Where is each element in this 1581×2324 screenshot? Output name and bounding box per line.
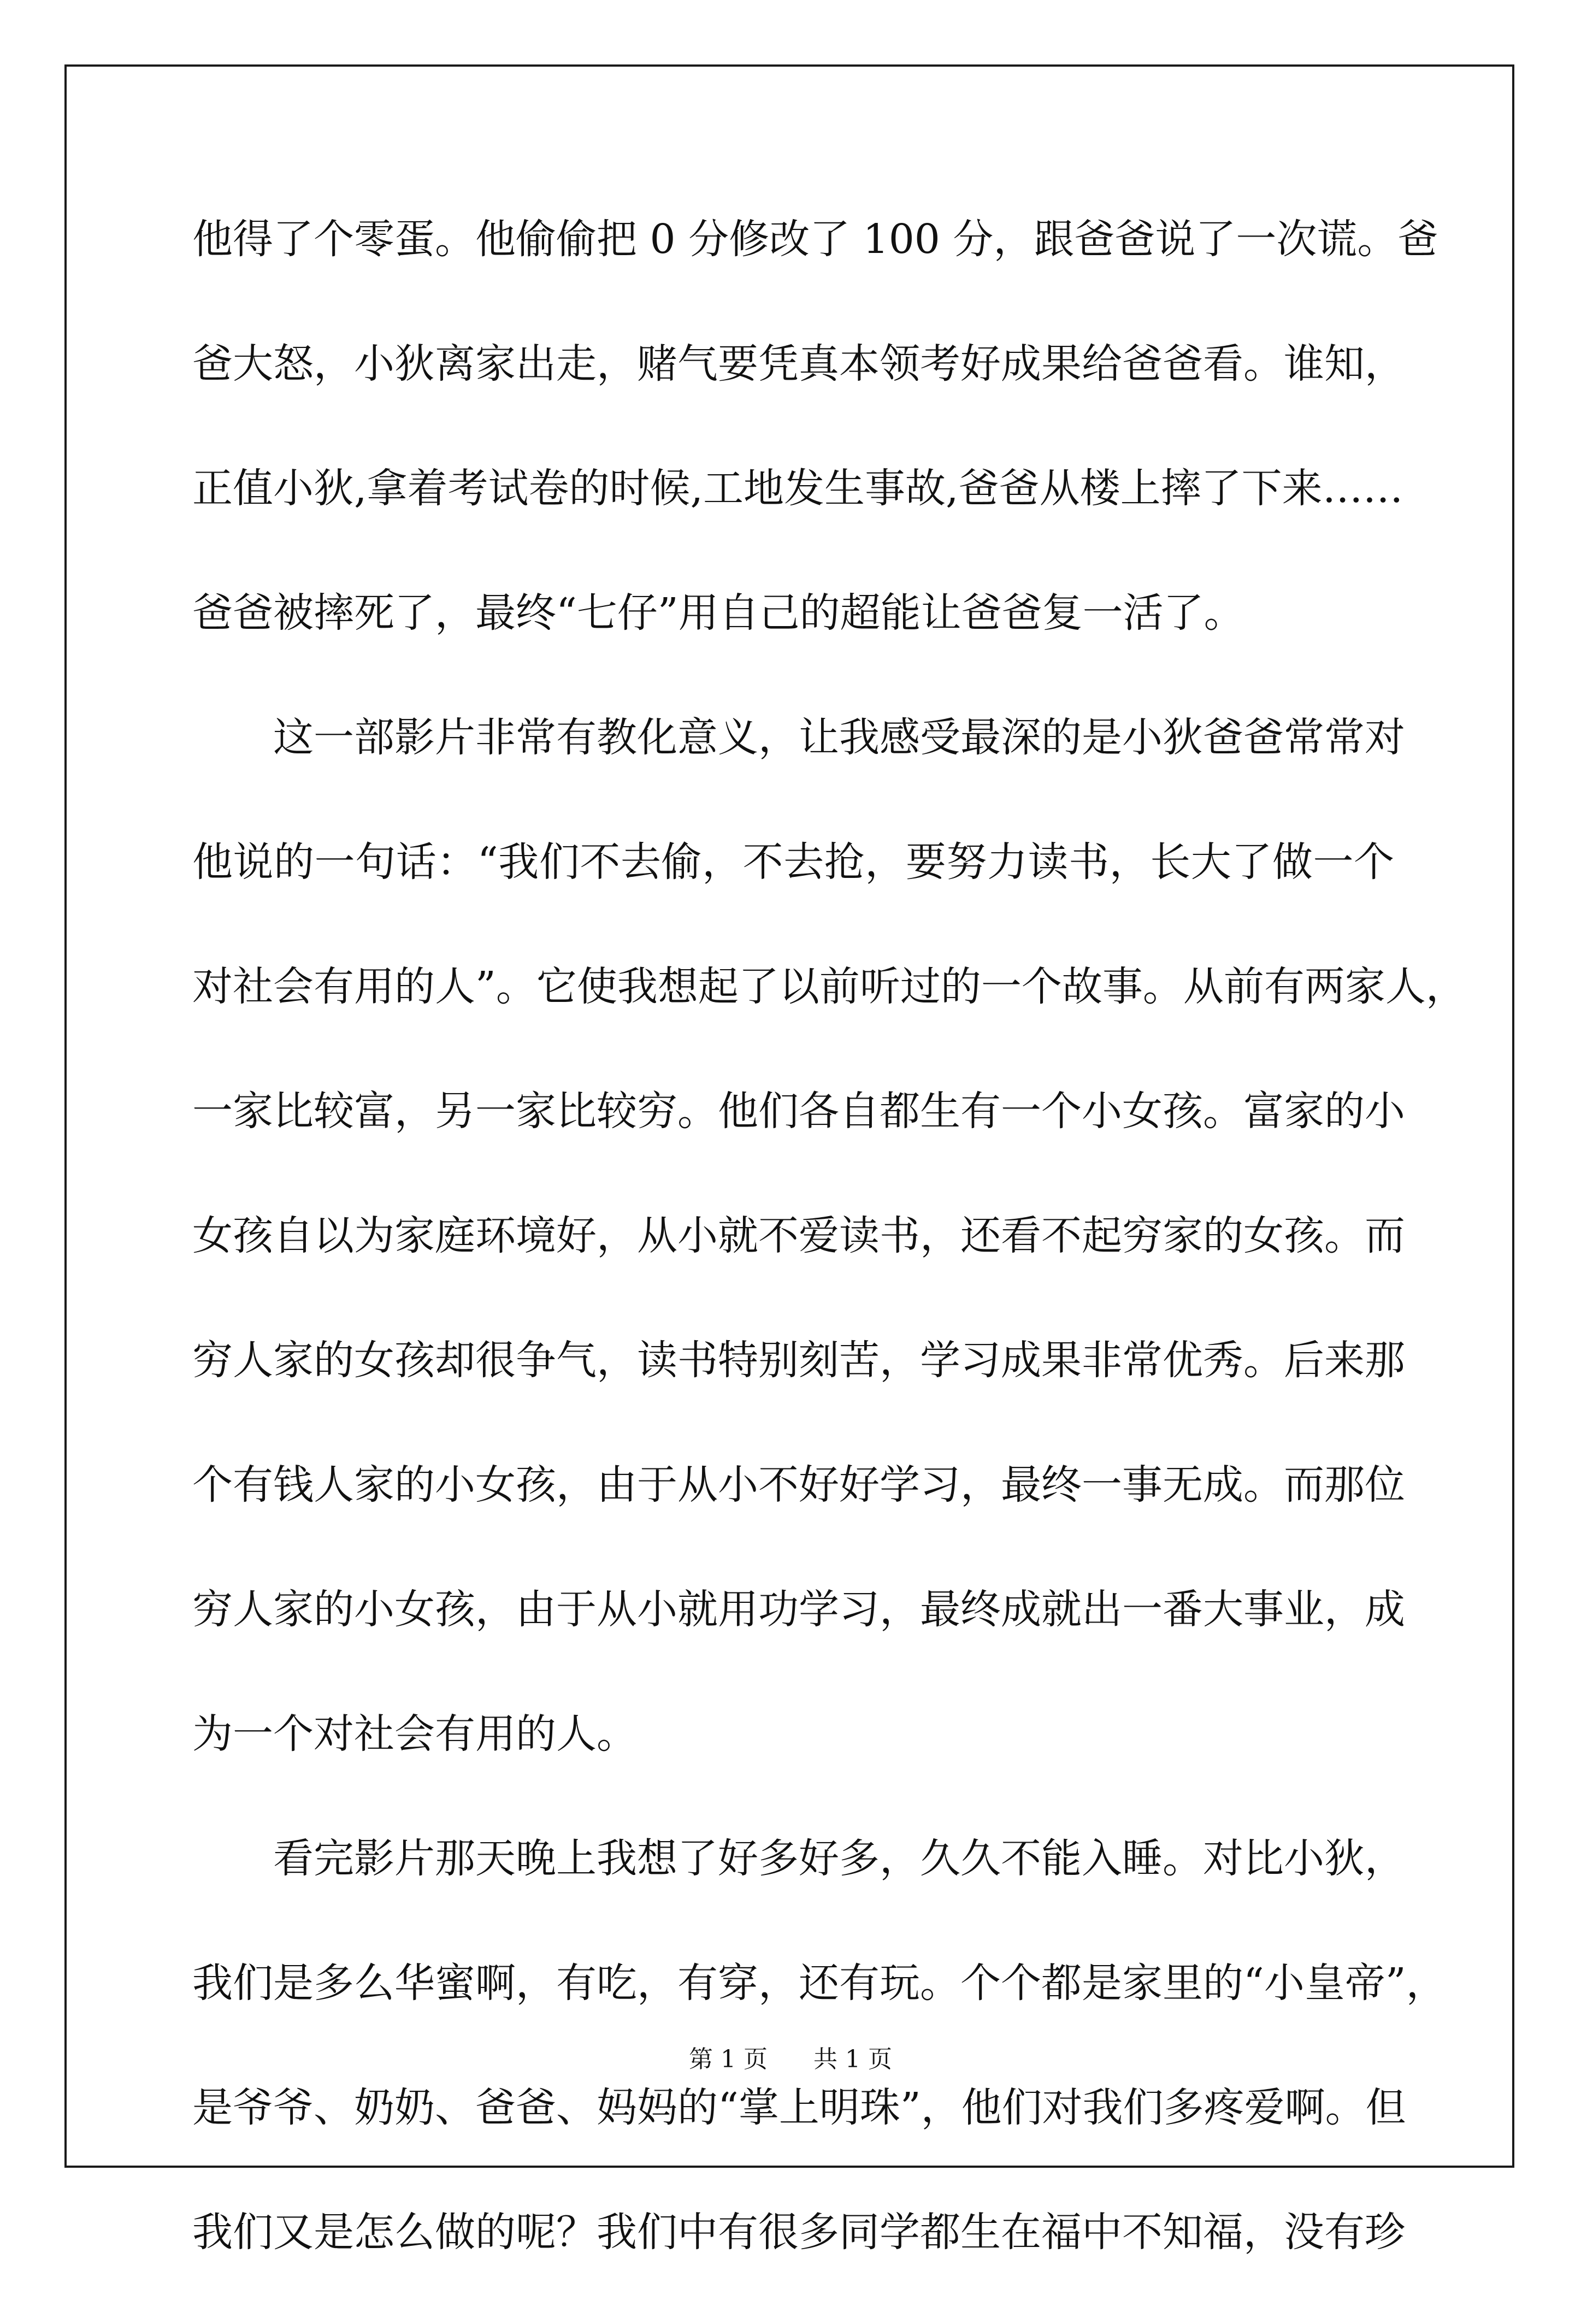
text-line: 他说的一句话：“我们不去偷，不去抢，要努力读书，长大了做一个 bbox=[192, 839, 1394, 886]
text-line: 女孩自以为家庭环境好，从小就不爱读书，还看不起穷家的女孩。而 bbox=[192, 1212, 1405, 1259]
text-line: 一家比较富，另一家比较穷。他们各自都生有一个小女孩。富家的小 bbox=[192, 1088, 1405, 1135]
page-footer bbox=[0, 2043, 1581, 2076]
text-line: 个有钱人家的小女孩，由于从小不好好学习，最终一事无成。而那位 bbox=[192, 1461, 1405, 1508]
text-line: 正值小狄,拿着考试卷的时候,工地发生事故,爸爸从楼上摔了下来…… bbox=[192, 465, 1403, 512]
paragraph-start-line: 这一部影片非常有教化意义，让我感受最深的是小狄爸爸常常对 bbox=[273, 714, 1405, 761]
document-body bbox=[192, 207, 1466, 2324]
text-line: 为一个对社会有用的人。 bbox=[192, 1710, 637, 1757]
text-line: 对社会有用的人”。它使我想起了以前听过的一个故事。从前有两家人， bbox=[192, 963, 1466, 1010]
text-line: 爸大怒，小狄离家出走，赌气要凭真本领考好成果给爸爸看。谁知， bbox=[192, 340, 1405, 387]
text-line: 是爷爷、奶奶、爸爸、妈妈的“掌上明珠”，他们对我们多疼爱啊。但 bbox=[192, 2084, 1406, 2131]
text-line: 穷人家的女孩却很争气，读书特别刻苦，学习成果非常优秀。后来那 bbox=[192, 1337, 1405, 1384]
paragraph-start-line: 看完影片那天晚上我想了好多好多，久久不能入睡。对比小狄， bbox=[273, 1835, 1405, 1882]
text-line: 他得了个零蛋。他偷偷把 0 分修改了 100 分，跟爸爸说了一次谎。爸 bbox=[192, 216, 1438, 263]
text-line: 我们是多么华蜜啊，有吃，有穿，还有玩。个个都是家里的“小皇帝”， bbox=[192, 1960, 1447, 2007]
text-line: 穷人家的小女孩，由于从小就用功学习，最终成就出一番大事业，成 bbox=[192, 1586, 1405, 1633]
page-total: 共 1 页 bbox=[813, 2045, 892, 2073]
text-line: 爸爸被摔死了，最终“七仔”用自己的超能让爸爸复一活了。 bbox=[192, 589, 1244, 636]
page-number: 第 1 页 bbox=[689, 2045, 768, 2073]
text-line: 我们又是怎么做的呢？我们中有很多同学都生在福中不知福，没有珍 bbox=[192, 2209, 1405, 2256]
